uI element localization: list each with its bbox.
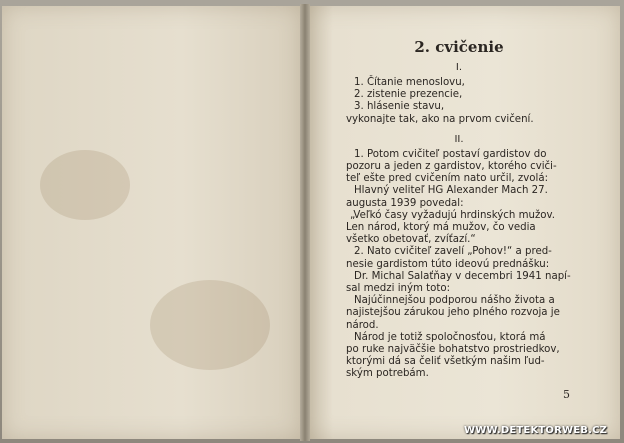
paper-stain [40, 150, 130, 220]
page-text [346, 38, 572, 381]
section-numeral-2: II. [454, 133, 464, 145]
paragraph-line: teľ ešte pred cvičením nato určil, zvolá: [346, 173, 549, 185]
page-title: 2. cvičenie [414, 38, 504, 56]
left-page-blank [2, 6, 302, 439]
paragraph-line: po ruke najväčšie bohatstvo prostriedkov, [346, 344, 560, 356]
watermark: WWW.DETEKTORWEB.CZ [464, 425, 608, 436]
paper-stain [150, 280, 270, 370]
paragraph-line: Hlavný veliteľ HG Alexander Mach 27. [354, 185, 548, 197]
paragraph-line: pozoru a jeden z gardistov, ktorého cviči- [346, 161, 557, 173]
quote-line: všetko obetovať, zvíťazí.“ [346, 234, 476, 246]
list-item: 3. hlásenie stavu, [354, 101, 445, 113]
quote-line: „Veľkó časy vyžadujú hrdinských mužov. [350, 209, 556, 221]
paragraph-line: ským potrebám. [346, 368, 429, 380]
paragraph-line: augusta 1939 povedal: [346, 197, 464, 209]
paragraph-line: 1. Potom cvičiteľ postaví gardistov do [354, 148, 547, 160]
quote-line: Len národ, ktorý má mužov, čo vedia [346, 222, 536, 234]
list-item: 1. Čítanie menoslovu, [354, 77, 465, 88]
paragraph-line: Dr. Michal Salaťňay v decembri 1941 napí- [354, 270, 571, 282]
paragraph-line: Národ je totiž spoločnosťou, ktorá má [354, 331, 546, 343]
book-spine [300, 4, 310, 441]
page-number: 5 [563, 388, 570, 401]
paragraph-line: najistejšou zárukou jeho plného rozvoja je [346, 307, 560, 319]
paragraph-line: národ. [346, 319, 379, 331]
paragraph-line: Najúčinnejšou podporou nášho života a [354, 295, 555, 307]
paragraph-line: ktorými dá sa čeliť všetkým našim ľud- [346, 356, 545, 368]
paragraph-line: 2. Nato cvičiteľ zavelí „Pohov!“ a pred- [354, 246, 552, 258]
paragraph-line: sal medzi iným toto: [346, 283, 451, 295]
paragraph-line: vykonajte tak, ako na prvom cvičení. [346, 113, 534, 125]
paragraph-line: nesie gardistom túto ideovú prednášku: [346, 258, 550, 270]
section-numeral-1: I. [455, 62, 463, 73]
list-item: 2. zistenie prezencie, [354, 89, 463, 101]
